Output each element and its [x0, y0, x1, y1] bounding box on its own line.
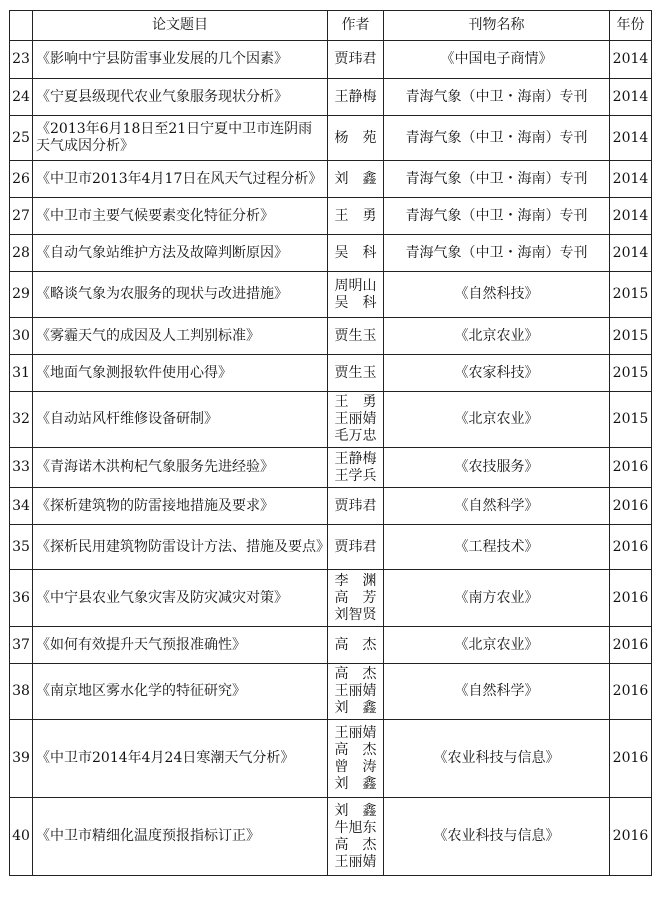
row-title: 《探析民用建筑物防雷设计方法、措施及要点》 [33, 525, 328, 570]
row-title: 《略谈气象为农服务的现状与改进措施》 [33, 272, 328, 318]
row-title: 《自动气象站维护方法及故障判断原因》 [33, 235, 328, 272]
table-row [10, 198, 652, 235]
row-journal: 《自然科学》 [384, 488, 610, 525]
row-title: 《自动站风杆维修设备研制》 [33, 392, 328, 448]
row-journal: 《中国电子商情》 [384, 41, 610, 79]
row-index: 25 [10, 116, 33, 161]
row-author: 高 杰 王丽婧 刘 鑫 [328, 664, 384, 720]
row-index: 27 [10, 198, 33, 235]
row-author: 李 渊 高 芳 刘智贤 [328, 570, 384, 627]
row-index: 28 [10, 235, 33, 272]
row-author: 杨 苑 [328, 116, 384, 161]
row-year: 2016 [610, 570, 652, 627]
row-index: 32 [10, 392, 33, 448]
table-row [10, 392, 652, 448]
row-title: 《地面气象测报软件使用心得》 [33, 355, 328, 392]
row-year: 2014 [610, 235, 652, 272]
header-journal: 刊物名称 [384, 11, 610, 41]
row-index: 37 [10, 627, 33, 664]
row-year: 2015 [610, 392, 652, 448]
row-author: 贾生玉 [328, 355, 384, 392]
row-journal: 《农业科技与信息》 [384, 720, 610, 798]
row-title: 《影响中宁县防雷事业发展的几个因素》 [33, 41, 328, 79]
row-index: 23 [10, 41, 33, 79]
row-author: 王 勇 王丽婧 毛万忠 [328, 392, 384, 448]
table-row [10, 272, 652, 318]
row-title: 《探析建筑物的防雷接地措施及要求》 [33, 488, 328, 525]
row-author: 贾生玉 [328, 318, 384, 355]
row-year: 2016 [610, 525, 652, 570]
table-row [10, 488, 652, 525]
row-journal: 《农家科技》 [384, 355, 610, 392]
row-year: 2015 [610, 318, 652, 355]
row-journal: 《北京农业》 [384, 627, 610, 664]
table-row [10, 161, 652, 198]
row-index: 30 [10, 318, 33, 355]
row-journal: 青海气象（中卫・海南）专刊 [384, 161, 610, 198]
row-author: 贾玮君 [328, 41, 384, 79]
table-row [10, 116, 652, 161]
row-year: 2016 [610, 448, 652, 488]
row-journal: 《自然科学》 [384, 664, 610, 720]
row-author: 吴 科 [328, 235, 384, 272]
row-author: 王 勇 [328, 198, 384, 235]
row-author: 王静梅 王学兵 [328, 448, 384, 488]
row-title: 《中宁县农业气象灾害及防灾减灾对策》 [33, 570, 328, 627]
table-row [10, 570, 652, 627]
row-index: 36 [10, 570, 33, 627]
table-row [10, 720, 652, 798]
row-author: 高 杰 [328, 627, 384, 664]
row-author: 周明山 吴 科 [328, 272, 384, 318]
table-row [10, 318, 652, 355]
papers-table [9, 10, 652, 876]
row-author: 贾玮君 [328, 488, 384, 525]
row-year: 2014 [610, 198, 652, 235]
row-author: 刘 鑫 牛旭东 高 杰 王丽婧 [328, 798, 384, 876]
row-year: 2016 [610, 664, 652, 720]
row-author: 王静梅 [328, 79, 384, 116]
header-title: 论文题目 [33, 11, 328, 41]
table-body [10, 41, 652, 876]
row-journal: 青海气象（中卫・海南）专刊 [384, 79, 610, 116]
row-author: 王丽婧 高 杰 曾 涛 刘 鑫 [328, 720, 384, 798]
row-index: 33 [10, 448, 33, 488]
table-row [10, 448, 652, 488]
row-title: 《中卫市2014年4月24日寒潮天气分析》 [33, 720, 328, 798]
row-title: 《中卫市主要气候要素变化特征分析》 [33, 198, 328, 235]
row-index: 29 [10, 272, 33, 318]
row-journal: 《自然科技》 [384, 272, 610, 318]
header-row [10, 11, 652, 41]
row-index: 38 [10, 664, 33, 720]
table-row [10, 235, 652, 272]
row-year: 2014 [610, 41, 652, 79]
row-title: 《2013年6月18日至21日宁夏中卫市连阴雨天气成因分析》 [33, 116, 328, 161]
row-index: 40 [10, 798, 33, 876]
row-index: 39 [10, 720, 33, 798]
row-journal: 青海气象（中卫・海南）专刊 [384, 198, 610, 235]
row-journal: 《农业科技与信息》 [384, 798, 610, 876]
row-journal: 《南方农业》 [384, 570, 610, 627]
row-journal: 青海气象（中卫・海南）专刊 [384, 116, 610, 161]
table-row [10, 79, 652, 116]
row-year: 2014 [610, 79, 652, 116]
header-year: 年份 [610, 11, 652, 41]
row-year: 2016 [610, 720, 652, 798]
row-index: 34 [10, 488, 33, 525]
row-journal: 《北京农业》 [384, 318, 610, 355]
row-journal: 《农技服务》 [384, 448, 610, 488]
row-year: 2015 [610, 272, 652, 318]
row-index: 35 [10, 525, 33, 570]
row-year: 2014 [610, 161, 652, 198]
row-title: 《南京地区雾水化学的特征研究》 [33, 664, 328, 720]
table-row [10, 798, 652, 876]
row-index: 26 [10, 161, 33, 198]
row-journal: 《工程技术》 [384, 525, 610, 570]
row-author: 刘 鑫 [328, 161, 384, 198]
row-title: 《如何有效提升天气预报准确性》 [33, 627, 328, 664]
table-row [10, 627, 652, 664]
header-index [10, 11, 33, 41]
row-title: 《宁夏县级现代农业气象服务现状分析》 [33, 79, 328, 116]
row-journal: 青海气象（中卫・海南）专刊 [384, 235, 610, 272]
header-author: 作者 [328, 11, 384, 41]
row-index: 31 [10, 355, 33, 392]
row-author: 贾玮君 [328, 525, 384, 570]
table-row [10, 525, 652, 570]
row-title: 《青海诺木洪枸杞气象服务先进经验》 [33, 448, 328, 488]
row-year: 2015 [610, 355, 652, 392]
row-title: 《中卫市精细化温度预报指标订正》 [33, 798, 328, 876]
row-year: 2014 [610, 116, 652, 161]
row-index: 24 [10, 79, 33, 116]
table-row [10, 664, 652, 720]
table-row [10, 355, 652, 392]
row-year: 2016 [610, 488, 652, 525]
row-title: 《雾霾天气的成因及人工判别标准》 [33, 318, 328, 355]
row-year: 2016 [610, 798, 652, 876]
row-year: 2016 [610, 627, 652, 664]
table-row [10, 41, 652, 79]
row-journal: 《北京农业》 [384, 392, 610, 448]
row-title: 《中卫市2013年4月17日在风天气过程分析》 [33, 161, 328, 198]
